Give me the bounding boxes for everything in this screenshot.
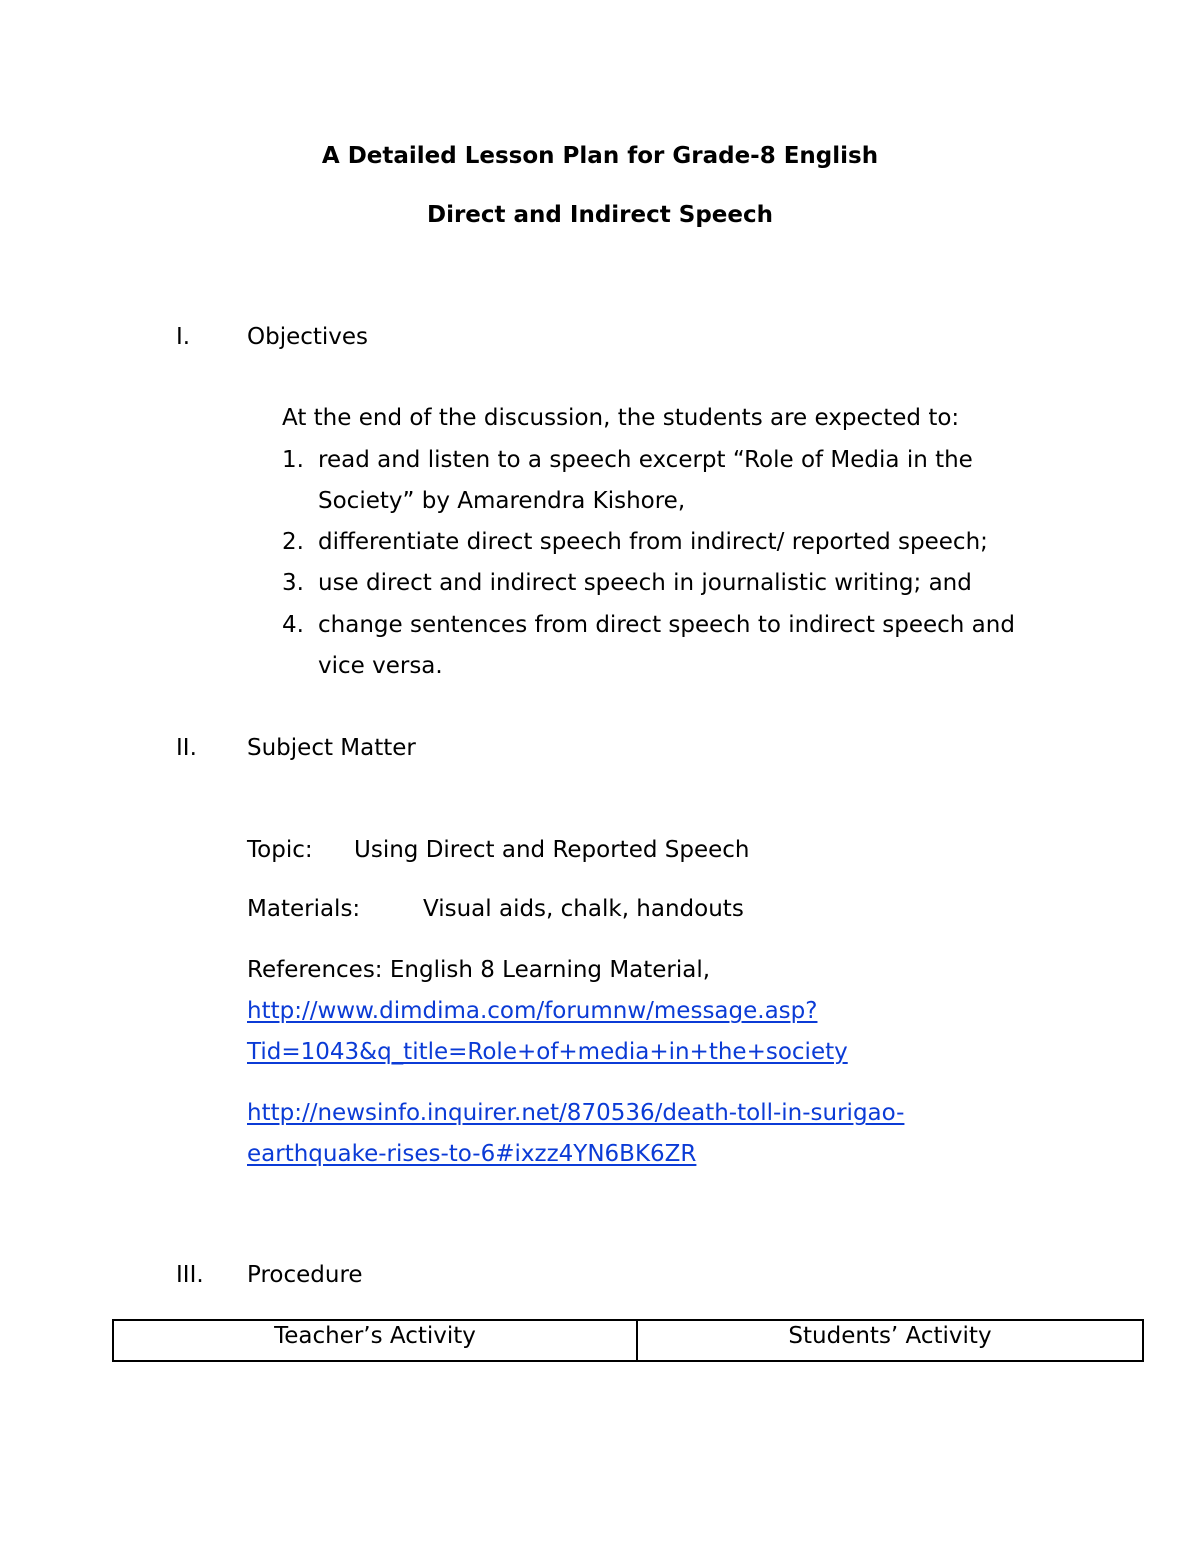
list-item-number: 3. xyxy=(282,570,304,596)
references-text: References: English 8 Learning Material, xyxy=(247,957,711,983)
reference-link-line[interactable]: http://www.dimdima.com/forumnw/message.asp? xyxy=(247,998,818,1024)
section-numeral-procedure: III. xyxy=(176,1262,204,1288)
document-title: A Detailed Lesson Plan for Grade-8 English xyxy=(321,143,879,169)
materials-label: Materials: xyxy=(247,896,361,922)
table-header-row xyxy=(113,1320,1143,1361)
section-heading-procedure: Procedure xyxy=(247,1262,363,1288)
list-item-text: Society” by Amarendra Kishore, xyxy=(318,488,686,514)
reference-link-line[interactable]: earthquake-rises-to-6#ixzz4YN6BK6ZR xyxy=(247,1141,697,1167)
list-item-number: 4. xyxy=(282,612,304,638)
list-item-text: use direct and indirect speech in journalistic writing; and xyxy=(318,570,972,596)
document-subtitle: Direct and Indirect Speech xyxy=(426,202,773,228)
list-item-text: read and listen to a speech excerpt “Role of Media in the xyxy=(318,447,973,473)
topic-value: Using Direct and Reported Speech xyxy=(354,837,750,863)
list-item-text: differentiate direct speech from indirect/ reported speech; xyxy=(318,529,988,555)
list-item-text: vice versa. xyxy=(318,653,443,679)
topic-label: Topic: xyxy=(247,837,313,863)
procedure-table xyxy=(112,1319,1144,1362)
list-item-number: 1. xyxy=(282,447,304,473)
materials-value: Visual aids, chalk, handouts xyxy=(423,896,744,922)
objectives-intro: At the end of the discussion, the students are expected to: xyxy=(282,405,960,431)
teachers-activity-header: Teacher’s Activity xyxy=(113,1320,637,1361)
list-item-number: 2. xyxy=(282,529,304,555)
section-numeral-subject-matter: II. xyxy=(176,735,197,761)
reference-link-line[interactable]: http://newsinfo.inquirer.net/870536/death-toll-in-surigao- xyxy=(247,1100,905,1126)
section-heading-subject-matter: Subject Matter xyxy=(247,735,416,761)
section-numeral-objectives: I. xyxy=(176,324,191,350)
students-activity-header: Students’ Activity xyxy=(637,1320,1143,1361)
reference-link-line[interactable]: Tid=1043&q_title=Role+of+media+in+the+society xyxy=(247,1039,848,1065)
list-item-text: change sentences from direct speech to indirect speech and xyxy=(318,612,1015,638)
section-heading-objectives: Objectives xyxy=(247,324,369,350)
